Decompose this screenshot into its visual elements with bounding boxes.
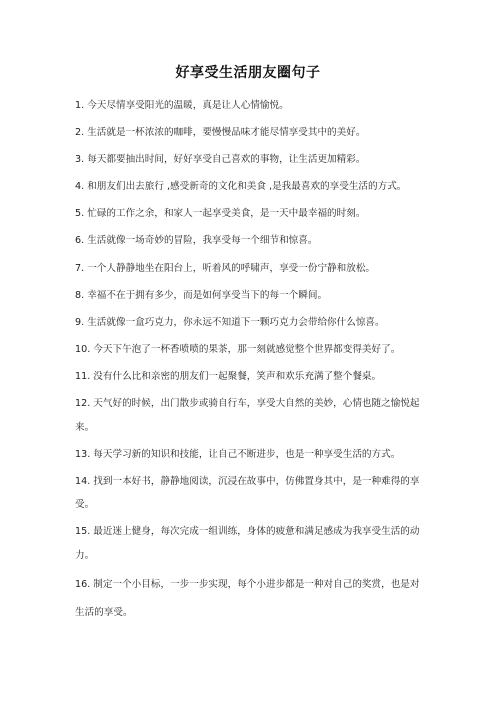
list-item: 2. 生活就是一杯浓浓的咖啡，要慢慢品味才能尽情享受其中的美好。: [75, 127, 366, 139]
list-item: 4. 和朋友们出去旅行 ,感受新奇的文化和美食 ,是我最喜欢的享受生活的方式。: [75, 181, 407, 193]
list-item: 9. 生活就像一盒巧克力，你永远不知道下一颗巧克力会带给你什么惊喜。: [75, 316, 385, 328]
list-item: 12. 天气好的时候，出门散步或骑自行车，享受大自然的美妙，心情也随之愉悦起来。: [75, 398, 420, 433]
list-item: 11. 没有什么比和亲密的朋友们一起聚餐，笑声和欢乐充满了整个餐桌。: [75, 370, 382, 382]
list-item: 15. 最近迷上健身，每次完成一组训练，身体的疲惫和满足感成为我享受生活的动力。: [75, 526, 420, 561]
list-item: 5. 忙碌的工作之余，和家人一起享受美食，是一天中最幸福的时刻。: [75, 208, 366, 220]
list-item: 13. 每天学习新的知识和技能，让自己不断进步，也是一种享受生活的方式。: [75, 448, 401, 460]
list-item: 7. 一个人静静地坐在阳台上，听着风的呼啸声，享受一份宁静和放松。: [75, 262, 376, 274]
sentence-list: [75, 94, 427, 631]
list-item: 16. 制定一个小目标，一步一步实现，每个小进步都是一种对自己的奖赏，也是对生活的享受。: [75, 578, 420, 618]
list-item: 3. 每天都要抽出时间，好好享受自己喜欢的事物，让生活更加精彩。: [75, 154, 366, 166]
list-item: 1. 今天尽情享受阳光的温暖，真是让人心情愉悦。: [75, 100, 289, 111]
list-item: 8. 幸福不在于拥有多少，而是如何享受当下的每一个瞬间。: [75, 289, 328, 301]
list-item: 6. 生活就像一场奇妙的冒险，我享受每一个细节和惊喜。: [75, 235, 318, 247]
list-item: 10. 今天下午泡了一杯香喷喷的果茶，那一刻就感觉整个世界都变得美好了。: [75, 343, 401, 355]
list-item: 14. 找到一本好书，静静地阅读，沉浸在故事中，仿佛置身其中，是一种难得的享受。: [75, 475, 420, 511]
document-title: 好享受生活朋友圈句子: [175, 65, 321, 81]
